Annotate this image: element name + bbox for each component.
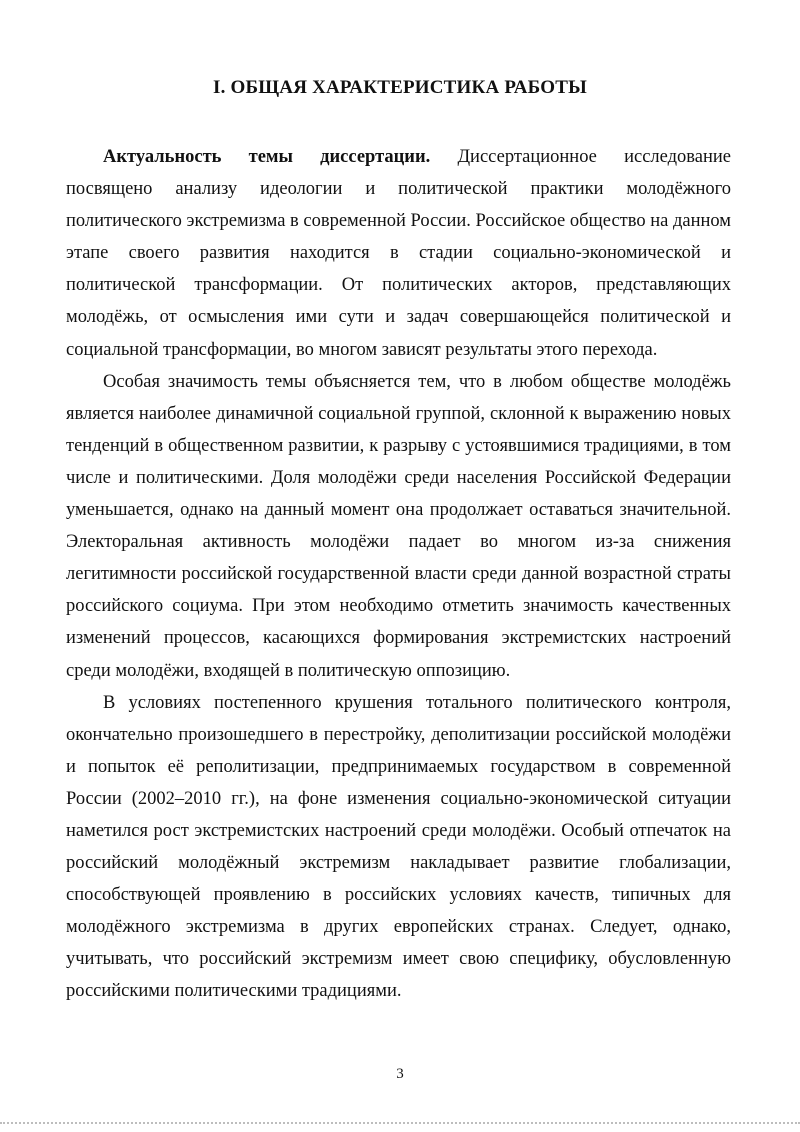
paragraph-context: В условиях постепенного крушения тотального политического контроля, окончательно произошедшего в перестройку, деполитизации российской молодёжи и попыток её реполитизации, предпринимаемых государством в современной России (2002–2010 гг.), на фоне изменения социально-экономической ситуации наметился рост экстремистских настроений среди молодёжи. Особый отпечаток на российский молодёжный экстремизм накладывает развитие глобализации, способствующей проявлению в российских условиях качеств, типичных для молодёжного экстремизма в других европейских странах. Следует, однако, учитывать, что российский экстремизм имеет свою специфику, обусловленную российскими политическими традициями. xyxy=(66,692,731,1002)
section-heading: I. ОБЩАЯ ХАРАКТЕРИСТИКА РАБОТЫ xyxy=(213,77,587,98)
paragraph-significance: Особая значимость темы объясняется тем, что в любом обществе молодёжь является наиболее динамичной социальной группой, склонной к выражению новых тенденций в общественном развитии, к разрыву с устоявшимися традициями, в том числе и политическими. Доля молодёжи среди населения Российской Федерации уменьшается, однако на данный момент она продолжает оставаться значительной. Электоральная активность молодёжи падает во многом из-за снижения легитимности российской государственной власти среди данной возрастной страты российского социума. При этом необходимо отметить значимость качественных изменений процессов, касающихся формирования экстремистских настроений среди молодёжи, входящей в политическую оппозицию. xyxy=(66,371,731,681)
paragraph-text: Диссертационное исследование посвящено анализу идеологии и политической практики молодёжного политического экстремизма в современной России. Российское общество на данном этапе своего развития находится в стадии социально-экономической и политической трансформации. От политических акторов, представляющих молодёжь, от осмысления ими сути и задач совершающейся политической и социальной трансформации, во многом зависят результаты этого перехода. xyxy=(66,147,732,360)
paragraph-lead: Актуальность темы диссертации. xyxy=(103,147,431,167)
body-text xyxy=(66,141,731,1008)
page-number: 3 xyxy=(396,1066,404,1082)
paragraph-relevance xyxy=(66,141,731,366)
scan-edge-divider xyxy=(0,1122,800,1124)
